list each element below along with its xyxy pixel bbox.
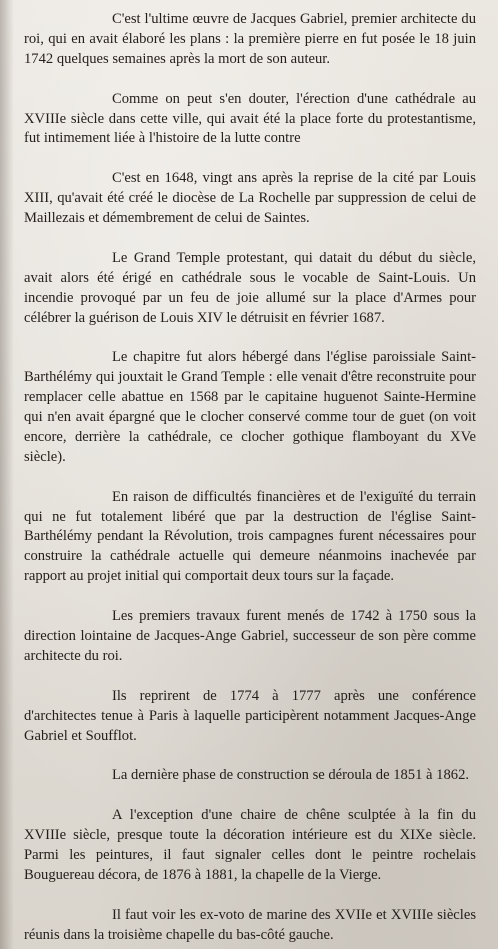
paragraph-2: Comme on peut s'en douter, l'érection d'une cathédrale au XVIIIe siècle dans cette ville, qui avait été la place forte du protestantisme, fut intimement liée à l'histoire de la lutte contre: [24, 90, 476, 147]
plaque-text: [24, 10, 476, 945]
paragraph-3: C'est en 1648, vingt ans après la reprise de la cité par Louis XIII, qu'avait été créé le diocèse de La Rochelle par suppression de celui de Maillezais et démembrement de celui de Saintes.: [24, 170, 476, 227]
paragraph-1: C'est l'ultime œuvre de Jacques Gabriel, premier architecte du roi, qui en avait élaboré les plans : la première pierre en fut posée le 18 juin 1742 quelques semaines après la mort de son auteur.: [24, 11, 476, 67]
paragraph-6: En raison de difficultés financières et de l'exiguïté du terrain qui ne fut totalement libéré que par la destruction de l'église Saint-Barthélémy pendant la Révolution, trois campagnes furent nécessaires pour construire la cathédrale actuelle qui demeure néanmoins inachevée par rapport au projet initial qui comportait deux tours sur la façade.: [24, 488, 476, 585]
plaque-edge-shadow: [0, 0, 14, 949]
paragraph-7: Les premiers travaux furent menés de 1742 à 1750 sous la direction lointaine de Jacques-Ange Gabriel, successeur de son père comme architecte du roi.: [24, 608, 476, 664]
paragraph-10: A l'exception d'une chaire de chêne sculptée à la fin du XVIIIe siècle, presque toute la décoration intérieure est du XIXe siècle. Parmi les peintures, il faut signaler celles dont le peintre rochelais Bouguereau décora, de 1876 à 1881, la chapelle de la Vierge.: [24, 807, 476, 883]
paragraph-9: La dernière phase de construction se déroula de 1851 à 1862.: [112, 767, 470, 784]
paragraph-5: Le chapitre fut alors hébergé dans l'église paroissiale Saint-Barthélémy qui jouxtait le Grand Temple : elle venait d'être reconstruite pour remplacer celle abattue en 1568 par le capitaine huguenot Sainte-Hermine qui n'en avait épargné que le clocher conservé comme tour de guet (on voit encore, derrière la cathédrale, ce clocher gothique flamboyant du XVe siècle).: [24, 349, 476, 465]
paragraph-11: Il faut voir les ex-voto de marine des XVIIe et XVIIIe siècles réunis dans la troisième chapelle du bas-côté gauche.: [24, 906, 476, 943]
paragraph-4: Le Grand Temple protestant, qui datait du début du siècle, avait alors été érigé en cathédrale sous le vocable de Saint-Louis. Un incendie provoqué par un feu de joie allumé sur la place d'Armes pour célébrer la guérison de Louis XIV le détruisit en février 1687.: [24, 249, 476, 326]
paragraph-8: Ils reprirent de 1774 à 1777 après une conférence d'architectes tenue à Paris à laquelle participèrent notamment Jacques-Ange Gabriel et Soufflot.: [24, 687, 476, 744]
